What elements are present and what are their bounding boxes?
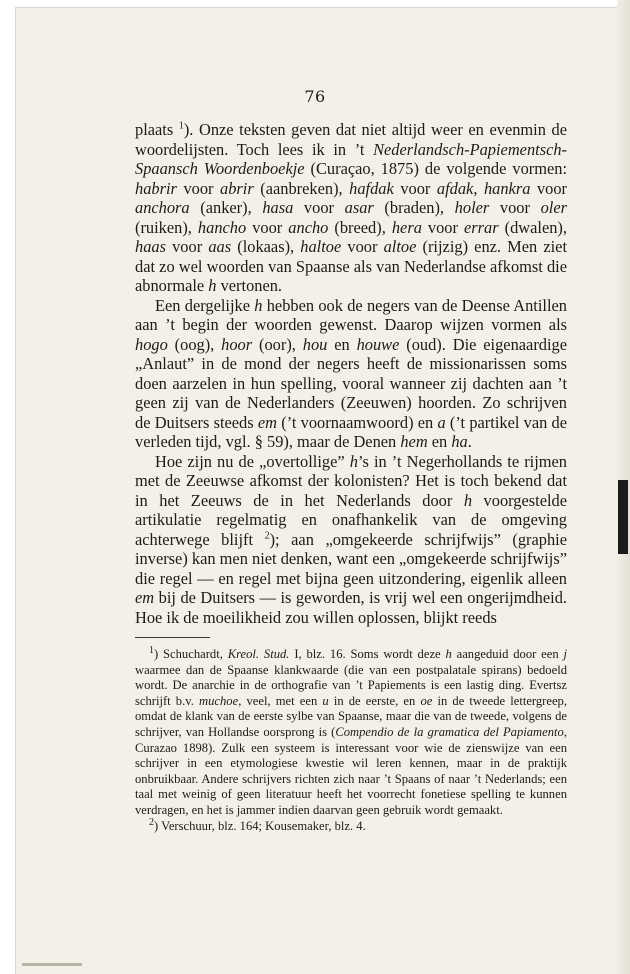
footnotes <box>135 644 567 834</box>
footnote: $^2$) Verschuur, blz. 164; Kousemaker, blz. 4. <box>149 816 366 833</box>
paragraph: Een dergelijke h hebben ook de negers van de Deense Antillen aan ’t begin der woorden gewenst. Daarop wijzen vormen als hogo (oog), hoor (oor), hou en houwe (oud). Die eigenaardige „Anlaut” in de mond der negers heeft de missionarissen soms doen aarzelen in hun spelling, vooral wanneer zij dachten aan ’t geen zij van de Nederlanders (Zeeuwen) hoorden. Zo schrijven de Duitsers steeds em (’t voornaamwoord) en a (’t partikel van de verleden tijd, vgl. § 59), maar de Denen hem en ha. <box>135 295 568 451</box>
scan-artifact <box>22 963 82 966</box>
footnote: $^1$) Schuchardt, Kreol. Stud. I, blz. 16. Soms wordt deze h aangeduid door een j waarmee dan de Spaanse klankwaarde (die van een postpalatale spirans) bedoeld wordt. De anarchie in de orthografie van ’t Papiements is een lastig ding. Evertsz schrijft b.v. muchoe, veel, met een u in de eerste, en oe in de tweede lettergreep, omdat de klank van de eerste sylbe van Spaanse, maar die van de tweede, volgens de schrijver, van Hollandse oorsprong is (Compendio de la gramatica del Papiamento, Curazao 1898). Zulk een systeem is interessant voor wie de zienswijze van een schrijver in een etymologiese kwestie wil leren kennen, maar in de praktijk onbruikbaar. Andere schrijvers richten zich naar ’t Spaans of naar ’t Nederlands; een taal met weinig of geen literatuur heeft het voorrecht fonetiese spelling te kunnen verdragen, en het is jammer indien daarvan geen gebruik wordt gemaakt. <box>135 644 567 817</box>
paragraph: plaats $^1$). Onze teksten geven dat niet altijd weer en evenmin de woordelijsten. Toch lees ik in ’t Nederlandsch-Papiementsch-Spaansch Woordenboekje (Curaçao, 1875) de volgende vormen: habrir voor abrir (aanbreken), hafdak voor afdak, hankra voor anchora (anker), hasa voor asar (braden), holer voor oler (ruiken), hancho voor ancho (breed), hera voor errar (dwalen), haas voor aas (lokaas), haltoe voor altoe (rijzig) enz. Men ziet dat zo wel woorden van Spaanse als van Nederlandse afkomst die abnormale h vertonen. <box>135 120 568 295</box>
footnote-rule <box>135 637 210 638</box>
paragraph: Hoe zijn nu de „overtollige” h’s in ’t Negerhollands te rijmen met de Zeeuwse afkomst der kolonisten? Het is toch bekend dat in het Zeeuws de in het Nederlands door h voorgestelde artikulatie regelmatig en onafhankelik van de omgeving achterwege blijft $^2$); aan „omgekeerde schrijfwijs” (graphie inverse) kan men niet denken, want een „omgekeerde schrijfwijs” die regel — en regel met bijna geen uitzondering, eigenlik alleen em bij de Duitsers — is geworden, is vrij wel een ongerijmdheid. Hoe ik de moeilikheid zou willen oplossen, blijkt reeds <box>135 451 567 627</box>
main-text <box>135 120 567 627</box>
edge-tab-mark <box>618 480 628 554</box>
page-number: 76 <box>304 87 326 106</box>
